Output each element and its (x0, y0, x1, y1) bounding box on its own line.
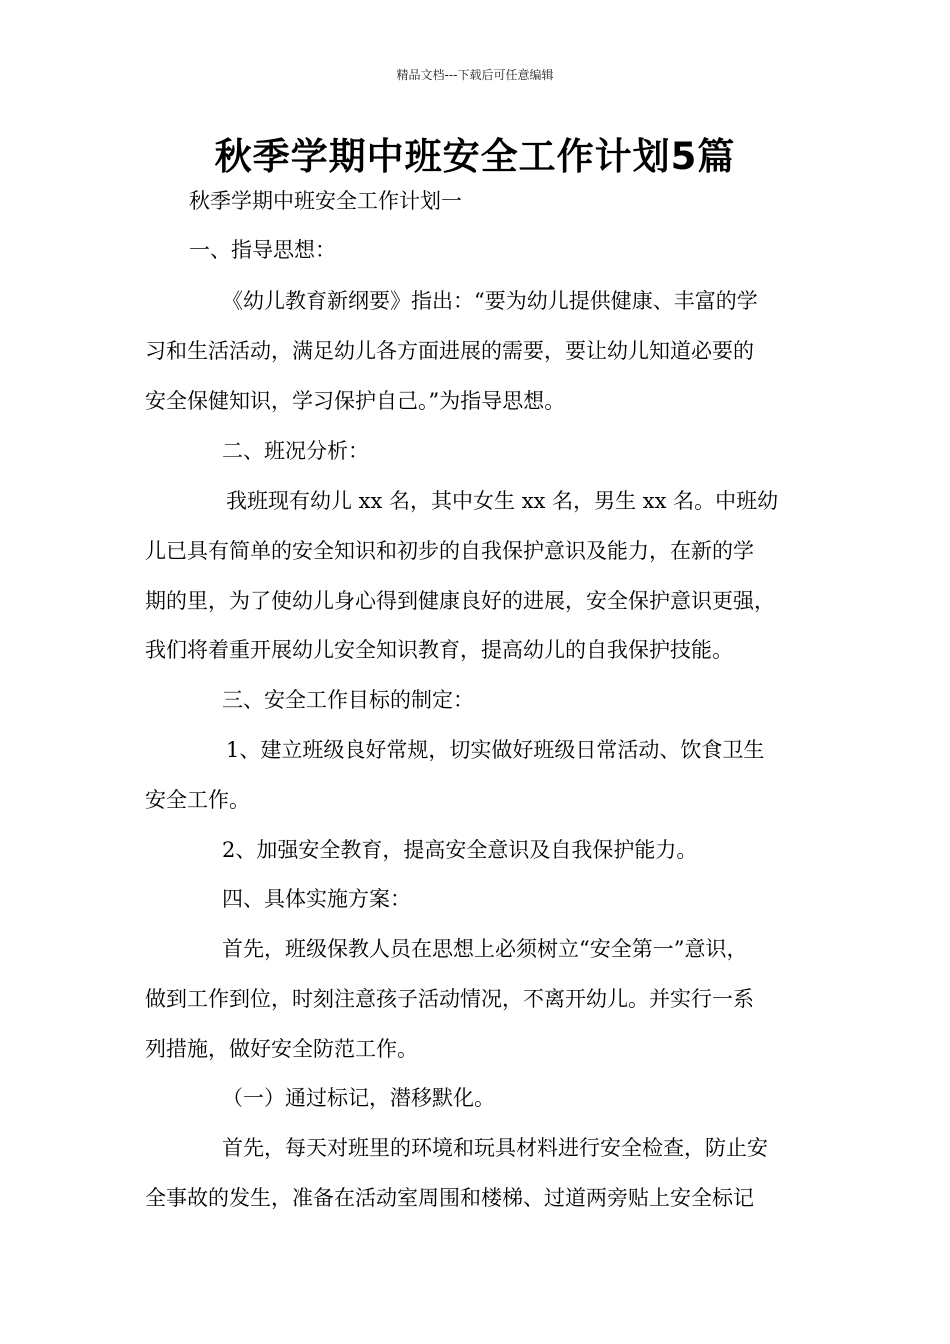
section-3-item-1-line-1: 1、建立班级良好常规，切实做好班级日常活动、饮食卫生 (226, 738, 765, 762)
section-2-line-2: 儿已具有简单的安全知识和初步的自我保护意识及能力，在新的学 (145, 539, 754, 563)
section-4-line-2: 做到工作到位，时刻注意孩子活动情况，不离开幼儿。并实行一系 (145, 987, 754, 1011)
document-subtitle: 秋季学期中班安全工作计划一 (189, 189, 462, 213)
section-1-line-3: 安全保健知识，学习保护自己。”为指导思想。 (145, 389, 566, 413)
header-note: 精品文档---下载后可任意编辑 (396, 68, 554, 82)
section-2-heading: 二、班况分析： (222, 439, 369, 463)
section-4-line-3: 列措施，做好安全防范工作。 (145, 1037, 418, 1061)
section-4-heading: 四、具体实施方案： (222, 887, 411, 911)
section-2-line-4: 我们将着重开展幼儿安全知识教育，提高幼儿的自我保护技能。 (145, 638, 733, 662)
section-1-heading: 一、指导思想： (189, 238, 336, 262)
section-3-heading: 三、安全工作目标的制定： (222, 688, 474, 712)
document-title: 秋季学期中班安全工作计划5篇 (214, 135, 736, 178)
section-3-item-2: 2、加强安全教育，提高安全意识及自我保护能力。 (222, 838, 698, 862)
section-3-item-1-line-2: 安全工作。 (145, 788, 250, 812)
section-2-line-3: 期的里，为了使幼儿身心得到健康良好的进展，安全保护意识更强， (145, 589, 775, 613)
section-1-line-1: 《幼儿教育新纲要》指出：“要为幼儿提供健康、丰富的学 (222, 289, 758, 313)
subsection-1-line-1: 首先，每天对班里的环境和玩具材料进行安全检查，防止安 (222, 1136, 768, 1160)
section-2-line-1: 我班现有幼儿 xx 名，其中女生 xx 名，男生 xx 名。中班幼 (226, 489, 779, 513)
subsection-1-heading: （一）通过标记，潜移默化。 (222, 1086, 495, 1110)
subsection-1-line-2: 全事故的发生，准备在活动室周围和楼梯、过道两旁贴上安全标记 (145, 1186, 754, 1210)
section-4-line-1: 首先，班级保教人员在思想上必须树立“安全第一”意识， (222, 937, 748, 961)
section-1-line-2: 习和生活活动，满足幼儿各方面进展的需要，要让幼儿知道必要的 (145, 339, 754, 363)
